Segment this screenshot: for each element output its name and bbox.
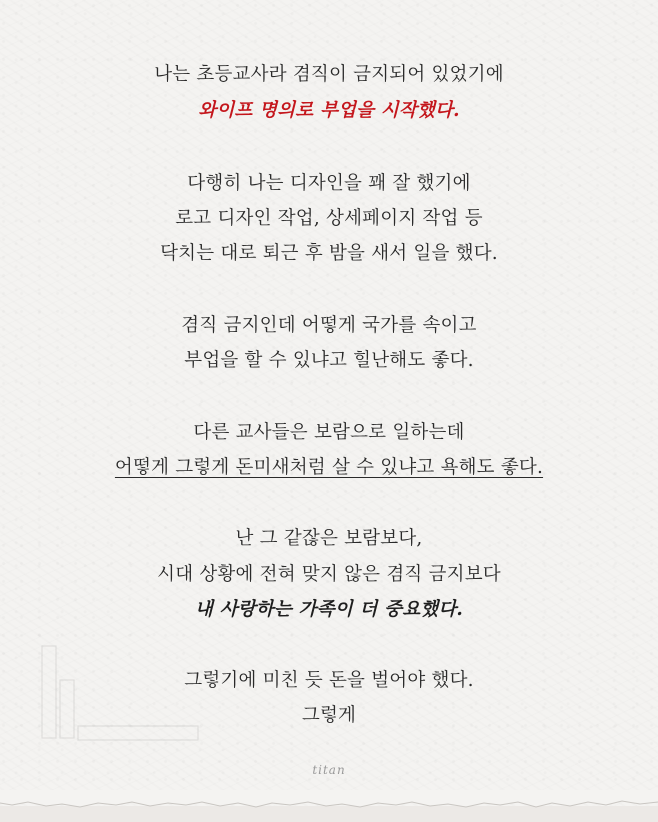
emphasized-text-line	[0, 595, 658, 621]
text-line	[0, 701, 658, 727]
text-line	[0, 666, 658, 692]
text-line-content: 나는 초등교사라 겸직이 금지되어 있었기에	[154, 64, 504, 85]
text-line-content: 어떻게 그렇게 돈미새처럼 살 수 있냐고 욕해도 좋다.	[114, 457, 544, 478]
text-line-content: 그렇기에 미친 듯 돈을 벌어야 했다.	[184, 670, 474, 691]
text-line	[0, 169, 658, 195]
highlighted-text-line	[0, 96, 658, 122]
text-line	[0, 346, 658, 372]
text-line-content: 와이프 명의로 부업을 시작했다.	[198, 100, 460, 121]
text-line-content: 겸직 금지인데 어떻게 국가를 속이고	[181, 315, 477, 336]
signature: titan	[312, 763, 346, 777]
text-line	[0, 204, 658, 230]
text-line	[0, 239, 658, 265]
text-line-content: 로고 디자인 작업, 상세페이지 작업 등	[175, 208, 483, 229]
text-line-content: 닥치는 대로 퇴근 후 밤을 새서 일을 했다.	[160, 243, 498, 264]
text-line-content: 부업을 할 수 있냐고 힐난해도 좋다.	[184, 350, 474, 371]
text-line	[0, 524, 658, 550]
text-line	[0, 60, 658, 86]
watermark-stamp	[38, 640, 208, 760]
torn-paper-edge	[0, 790, 658, 822]
text-line-content: 시대 상황에 전혀 맞지 않은 겸직 금지보다	[157, 564, 501, 585]
text-line-content: 난 그 같잖은 보람보다,	[235, 528, 423, 549]
text-line-content: 그렇게	[301, 705, 357, 726]
text-line-content: 다행히 나는 디자인을 꽤 잘 했기에	[187, 173, 471, 194]
text-line-content: 내 사랑하는 가족이 더 중요했다.	[194, 599, 464, 620]
text-line	[0, 560, 658, 586]
text-line	[0, 418, 658, 444]
underlined-text-line	[0, 453, 658, 479]
text-line	[0, 311, 658, 337]
text-line-content: 다른 교사들은 보람으로 일하는데	[193, 422, 465, 443]
